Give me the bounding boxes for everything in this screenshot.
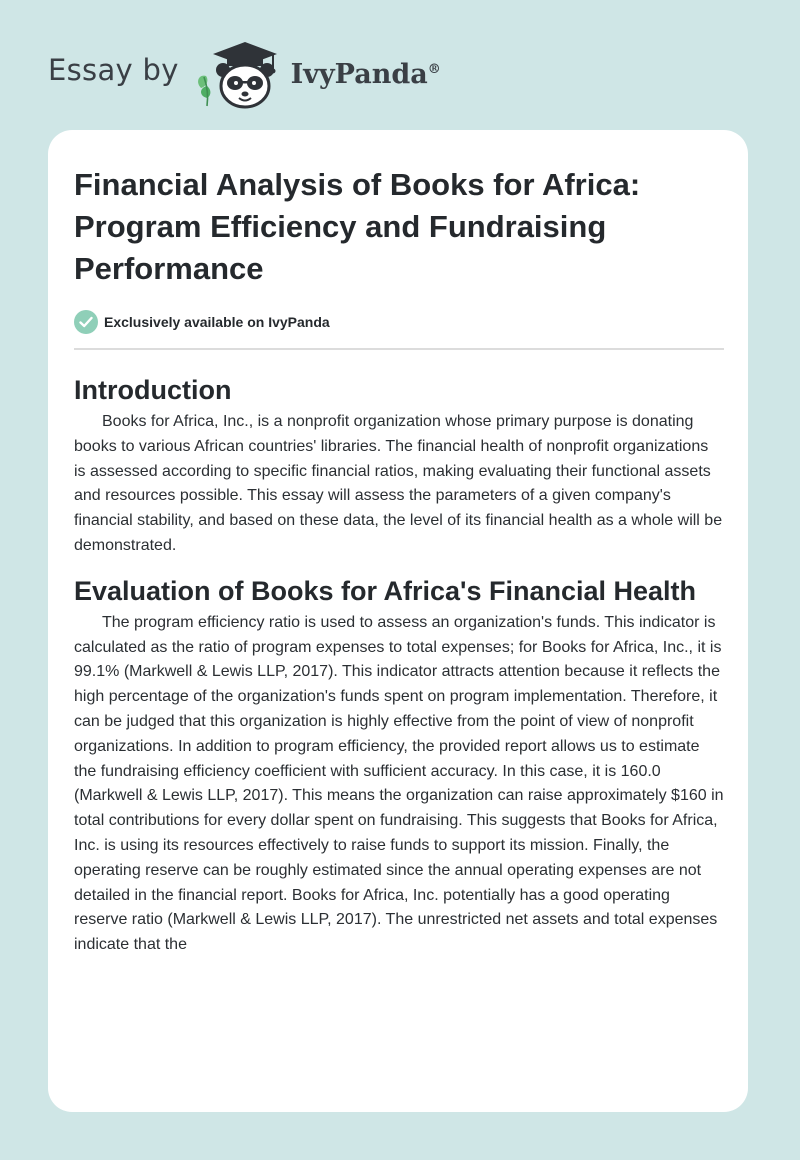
ivypanda-wordmark: IvyPanda®: [290, 58, 441, 90]
essay-by-label: Essay by: [48, 53, 179, 87]
registered-mark: ®: [427, 61, 441, 77]
introduction-paragraph: Books for Africa, Inc., is a nonprofit organization whose primary purpose is donating books to various African countries' libraries. The financial health of nonprofit organizations is assessed according to specific financial ratios, making evaluating their functional assets and resources possible. This essay will assess the parameters of a given company's financial stability, and based on these data, the level of its financial health as a whole will be demonstrated.: [74, 413, 723, 554]
title-divider: [74, 348, 724, 350]
essay-content: [74, 164, 724, 958]
section-heading-evaluation: Evaluation of Books for Africa's Financial Health: [74, 575, 697, 606]
exclusive-badge: [74, 308, 724, 336]
essay-title: Financial Analysis of Books for Africa: Program Efficiency and Fundraising Performance: [74, 167, 641, 286]
section-heading-introduction: Introduction: [74, 375, 232, 405]
panda-mascot-icon: [193, 36, 285, 110]
exclusive-badge-label: Exclusively available on IvyPanda: [104, 314, 330, 330]
brand-logo[interactable]: [48, 36, 441, 110]
check-circle-icon: [74, 310, 98, 334]
evaluation-paragraph: The program efficiency ratio is used to assess an organization's funds. This indicator is calculated as the ratio of program expenses to total expenses; for Books for Africa, Inc., it is 99.1% (Markwell & Lewis LLP, 2017). This indicator attracts attention because it reflects the high percentage of the organization's funds spent on program implementation. Therefore, it can be judged that this organization is highly effective from the point of view of nonprofit organizations. In addition to program efficiency, the provided report allows us to estimate the fundraising efficiency coefficient with sufficient accuracy. In this case, it is 160.0 (Markwell & Lewis LLP, 2017). This means the organization can raise approximately $160 in total contributions for every dollar spent on fundraising. This suggests that Books for Africa, Inc. is using its resources effectively to raise funds to support its mission. Finally, the operating reserve can be roughly estimated since the annual operating expenses are not detailed in the financial report. Books for Africa, Inc. potentially has a good operating reserve ratio (Markwell & Lewis LLP, 2017). The unrestricted net assets and total expenses indicate that the: [74, 613, 724, 954]
essay-card: [48, 130, 748, 1112]
